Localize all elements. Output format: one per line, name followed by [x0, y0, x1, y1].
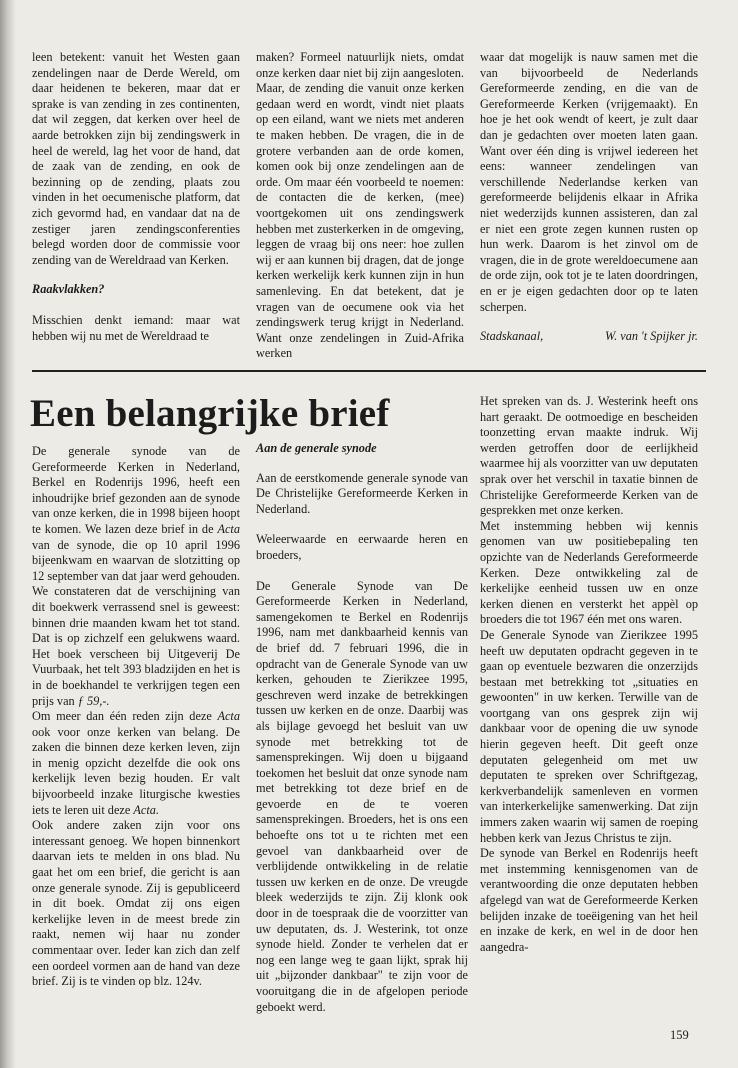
top-col3-paragraph: waar dat mogelijk is nauw samen met die van bijvoorbeeld de Nederlands Gereformeerde zending, en die van de Gereformeerde Kerken (vrijgemaakt). En hoe je het ook wendt of keert, je zult daar dan je gedachten over moeten laten gaan. Want over één ding is vrijwel iedereen het eens: wanneer zendelingen van verschillende Nederlandse kerken van gereformeerde belijdenis elkaar in Afrika niet wederzijds kunnen assisteren, dan zal er niet een grote zegen kunnen rusten op hun werk. Daarom is het zinvol om de vragen, die in de grote wereldoecumene aan de orde zijn, ook tot je te laten doordringen, en er je eigen gedachten door op te laten scherpen.: [480, 50, 698, 314]
article-column-2: [256, 441, 468, 1015]
article-col1-paragraph-2: Om meer dan één reden zijn deze Acta ook voor onze kerken van belang. De zaken die binnen deze kerken leven, zijn in menig opzicht dezelfde die ook ons kerkelijk leven bezig houden. Er valt bijvoorbeeld inzake liturgische kwesties iets te leren uit deze Acta.: [32, 709, 240, 817]
letter-addressee: Aan de eerstkomende generale synode van De Christelijke Gereformeerde Kerken in Nederland.: [256, 470, 468, 516]
letter-paragraph-4: De Generale Synode van Zierikzee 1995 heeft uw deputaten opdracht gegeven in te gaan op eventuele bezwaren die onzerzijds bestaan met betrekking tot „situaties en gewoonten" in uw kerken. Terwille van de voortgang van ons gesprek zijn wij dankbaar voor de opening die uw synode hierin gegeven heeft. Dit geeft onze deputaten gelegenheid om met uw deputaten te spreken over Schriftgezag, kerkverbandelijk samenleven en vormen van interkerkelijke samenwerking. Dat zijn immers zaken waarin wij samen de roeping hebben kerk van Jezus Christus te zijn.: [480, 627, 698, 845]
letter-paragraph-1: De Generale Synode van De Gereformeerde Kerken in Nederland, samengekomen te Berkel en Rodenrijs 1996, nam met dankbaarheid kennis van de brief dd. 7 februari 1996, die in opdracht van de Generale Synode van uw kerken, gehouden te Zierikzee 1995, geschreven werd inzake de betrekkingen tussen uw kerken en de onze. Daarbij was als bijlage gevoegd het besluit van uw synode met betrekking tot de samensprekingen. Wij doen u bijgaand toekomen het besluit dat onze synode nam met betrekking tot deze brief en de gevoerde en de te voeren samensprekingen. Broeders, het is ons een behoefte ons tot u te richten met een gevoel van dankbaarheid over de verblijdende ontwikkeling in de relatie tussen uw kerken en de onze. De vreugde bleek wederzijds te zijn. Zij klonk ook door in de toespraak die de voorzitter van uw deputaten, ds. J. Westerink, tot onze synode hield. Zonder te verhelen dat er nog een lange weg te gaan lijkt, sprak hij uit „bijzonder dankbaar" te zijn voor de vooruitgang die in de afgelopen periode geboekt werd.: [256, 578, 468, 1014]
top-col2-paragraph: maken? Formeel natuurlijk niets, omdat onze kerken daar niet bij zijn aangesloten. Maar, de zending die vanuit onze kerken gedaan werd en wordt, vindt niet plaats op een eiland, want we niets met anderen te maken hebben. De vragen, die in de grotere verbanden aan de orde komen, komen ook bij onze zendelingen aan de orde. Om maar één voorbeeld te noemen: de contacten die de kerken, (mee) voortgekomen uit ons zendingswerk hebben met zusterkerken in de omgeving, leggen de vraag bij ons neer: hoe zullen wij er aan kunnen bij dragen, dat de jonge kerken werkelijk kerk kunnen zijn in hun samenleving. En dat betekent, dat je vragen van de oecumene ook via het zendingswerk terug krijgt in Nederland. Want onze zendelingen in Zuid-Afrika werken: [256, 50, 464, 361]
signature-place: Stadskanaal,: [480, 329, 544, 344]
top-column-2: [256, 50, 464, 362]
article-title: Een belangrijke brief: [30, 392, 390, 435]
article-col1-paragraph-3: Ook andere zaken zijn voor ons interessant genoeg. We hopen binnenkort daarvan iets te melden in ons blad. Nu gaat het om een brief, die gericht is aan onze generale synode. Zij is gepubliceerd in dit boek. Omdat zij ons eigen kerkelijke leven in de meest brede zin raakt, nemen wij haar nu zonder commentaar over. Ieder kan zich dan zelf een oordeel vormen aan de hand van deze brief. Zij is te vinden op blz. 124v.: [32, 818, 240, 989]
section-divider-rule: [32, 370, 706, 372]
page-spine-shadow: [0, 0, 16, 1068]
top-column-1: [32, 50, 240, 344]
article-column-3: [480, 394, 698, 955]
page-number: 159: [670, 1028, 689, 1042]
author-signature: [480, 329, 698, 345]
letter-heading: Aan de generale synode: [256, 441, 377, 455]
top-column-3: [480, 50, 698, 345]
letter-salutation: Weleerwaarde en eerwaarde heren en broeders,: [256, 532, 468, 562]
section-heading-raakvlakken: Raakvlakken?: [32, 282, 105, 297]
top-col1-paragraph: leen betekent: vanuit het Westen gaan zendelingen naar de Derde Wereld, om daar heidenen te bekeren, maar dat er sprake is van zending in zes continenten, dat wil zeggen, dat kerken over heel de aarde betrokken zijn bij zendingswerk in heel de wereld, lag het voor de hand, dat de zaak van de zending, en ook de bezinning op de zending, plaats zou vinden in het oecumenische platform, dat zich gevormd had, en vandaar dat na de zestiger jaren zendingsconferenties belegd worden door de commissie voor zending van de Wereldraad van Kerken.: [32, 50, 240, 267]
article-column-1: [32, 444, 240, 990]
signature-name: W. van 't Spijker jr.: [604, 329, 698, 344]
top-col1-after-paragraph: Misschien denkt iemand: maar wat hebben wij nu met de Wereldraad te: [32, 312, 240, 343]
letter-paragraph-2: Het spreken van ds. J. Westerink heeft ons hart geraakt. De ootmoedige en bescheiden toonzetting ervan maakte indruk. Wij werden getroffen door de eerlijkheid waarmee hij als voorzitter van uw deputaten sprak over het verschil in taxatie binnen de Christelijke Gereformeerde Kerken van de gesprekken met onze kerken.: [480, 394, 698, 518]
article-col1-paragraph: De generale synode van de Gereformeerde Kerken in Nederland, Berkel en Rodenrijs 1996, heeft een inhoudrijke brief gezonden aan de synode van onze kerken, die in 1998 bijeen hoopt te komen. We lazen deze brief in de Acta van de synode, die op 10 april 1996 bijeenkwam en waarvan de slotzitting op 12 september van dat jaar werd gehouden. We constateren dat de verschijning van dit boekwerk verrassend snel is geweest: binnen drie maanden kwam het tot stand. Dat is op zichzelf een gelukwens waard. Het boek verscheen bij Uitgeverij De Vuurbaak, het telt 393 bladzijden en het is in de boekhandel te verkrijgen tegen een prijs van ƒ 59,-.: [32, 444, 240, 708]
letter-paragraph-3: Met instemming hebben wij kennis genomen van uw positiebepaling ten opzichte van de Nederlands Gereformeerde Kerken. Deze ontwikkeling zal de kerkelijke eenheid tussen uw en onze kerken dienen en versterkt het appèl op broeders die tot 1967 één met ons waren.: [480, 518, 698, 627]
letter-paragraph-5: De synode van Berkel en Rodenrijs heeft met instemming kennisgenomen van de verantwoording die onze deputaten hebben afgelegd van wat de Gereformeerde Kerken belijden inzake de toeëigening van het heil en inzake de kerk, en wel in de door hen aangedra-: [480, 846, 698, 954]
